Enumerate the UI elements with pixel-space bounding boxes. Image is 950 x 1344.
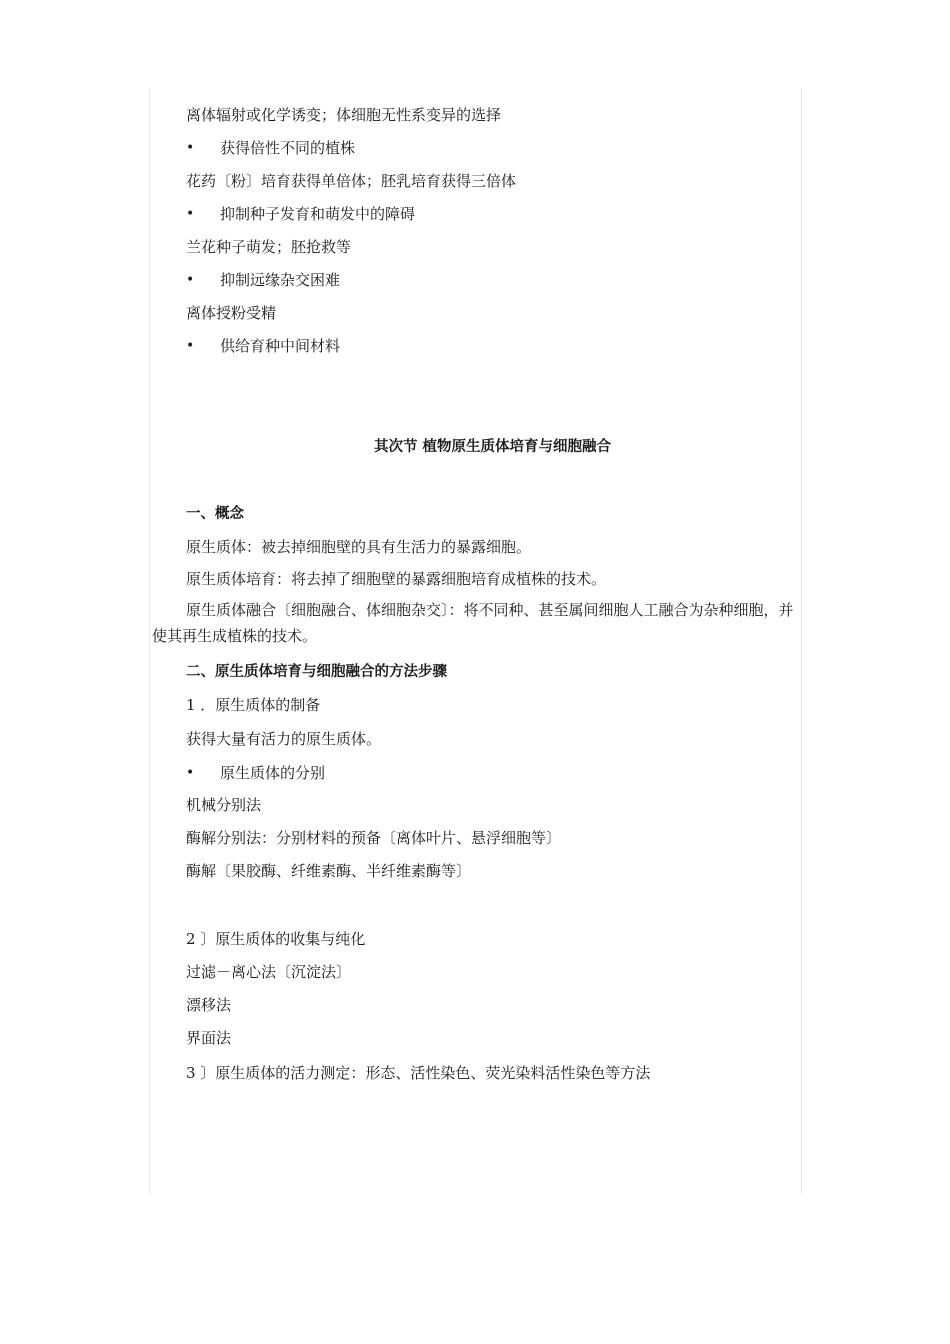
bullet-dot: • <box>186 272 195 288</box>
definition-protoplast: 原生质体：被去掉细胞壁的具有生活力的暴露细胞。 <box>186 538 532 556</box>
definition-protoplast-fusion: 原生质体融合〔细胞融合、体细胞杂交〕：将不同种、甚至属间细胞人工融合为杂种细胞，并使其再生成植株的技术。 <box>152 601 794 645</box>
step-3-title: 3 〕原生质体的活力测定：形态、活性染色、荧光染料活性染色等方法 <box>186 1064 651 1082</box>
text-line: 酶解〔果胶酶、纤维素酶、半纤维素酶等〕 <box>186 862 472 880</box>
text-line: 离体授粉受精 <box>186 304 277 322</box>
text-line: 离体辐射或化学诱变；体细胞无性系变异的选择 <box>186 106 502 124</box>
bullet-item: 抑制远缘杂交困难 <box>220 271 341 289</box>
step-2-title: 2 〕原生质体的收集与纯化 <box>186 930 366 948</box>
text-line: 界面法 <box>186 1029 232 1047</box>
definition-protoplast-culture: 原生质体培育：将去掉了细胞壁的暴露细胞培育成植株的技术。 <box>186 570 607 588</box>
bullet-item: 获得倍性不同的植株 <box>220 139 356 157</box>
text-line: 机械分别法 <box>186 796 262 814</box>
text-line: 过滤－离心法〔沉淀法〕 <box>186 963 352 981</box>
bullet-dot: • <box>186 206 195 222</box>
bullet-item: 供给育种中间材料 <box>220 337 341 355</box>
step-1-title: 1 ．原生质体的制备 <box>186 696 321 714</box>
text-line: 获得大量有活力的原生质体。 <box>186 730 382 748</box>
section-title: 其次节 植物原生质体培育与细胞融合 <box>373 439 612 455</box>
text-line: 酶解分别法：分别材料的预备〔离体叶片、悬浮细胞等〕 <box>186 829 562 847</box>
text-line: 漂移法 <box>186 996 232 1014</box>
bullet-dot: • <box>186 140 195 156</box>
heading-concepts: 一、概念 <box>186 506 244 522</box>
bullet-item: 抑制种子发育和萌发中的障碍 <box>220 205 416 223</box>
text-line: 花药〔粉〕培育获得单倍体；胚乳培育获得三倍体 <box>186 172 517 190</box>
bullet-dot: • <box>186 765 195 781</box>
bullet-dot: • <box>186 338 195 354</box>
text-line: 兰花种子萌发；胚抢救等 <box>186 238 352 256</box>
bullet-item: 原生质体的分别 <box>220 764 326 782</box>
heading-methods: 二、原生质体培育与细胞融合的方法步骤 <box>186 664 447 680</box>
